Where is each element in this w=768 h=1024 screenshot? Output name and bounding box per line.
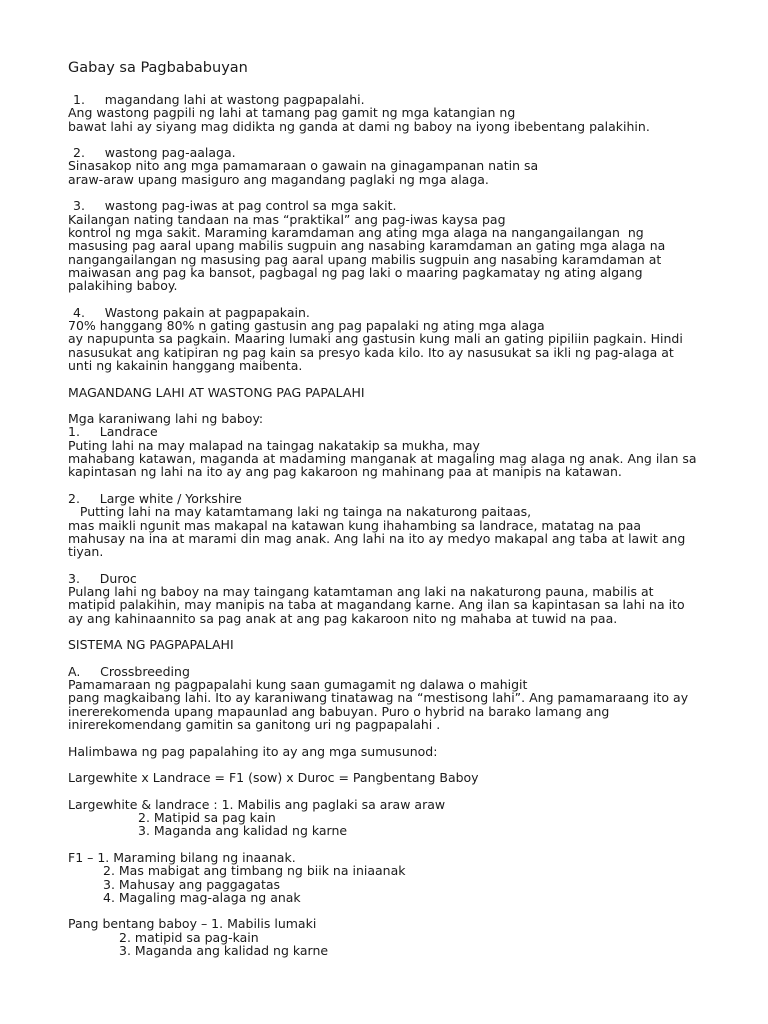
paragraph-line: tiyan. <box>68 544 104 560</box>
paragraph-line: ay napupunta sa pagkain. Maaring lumaki ang gastusin kung mali an gating pipiliin pagkain. Hindi <box>68 331 683 347</box>
blank-line <box>68 731 728 744</box>
paragraph-line: mahabang katawan, maganda at madaming manganak at magaling mag alaga ng anak. Ang ilan sa <box>68 451 697 467</box>
blank-line <box>68 904 728 917</box>
paragraph-line: masusing pag aaral upang mabilis sugpuin ang nasabing karamdaman an gating mga alaga na <box>68 238 666 254</box>
list-item: F1 – 1. Maraming bilang ng inaanak. <box>68 849 296 865</box>
paragraph-line: palakihing baboy. <box>68 278 178 294</box>
list-item: 2. Matipid sa pag kain <box>138 810 276 826</box>
paragraph-line: unti ng kakainin hanggang maibenta. <box>68 357 303 373</box>
section-heading: SISTEMA NG PAGPAPALAHI <box>68 637 234 653</box>
blank-line <box>68 784 728 797</box>
section-heading: 4. Wastong pakain at pagpapakain. <box>73 304 310 320</box>
paragraph-line: Pulang lahi ng baboy na may taingang katamtaman ang laki na nakaturong pauna, mabilis at <box>68 583 654 599</box>
blank-line <box>68 558 728 571</box>
list-item: 2. matipid sa pag-kain <box>119 929 259 945</box>
blank-line <box>68 651 728 664</box>
blank-line <box>68 625 728 638</box>
list-item: A. Crossbreeding <box>68 663 190 679</box>
section-heading: 3. wastong pag-iwas at pag control sa mga sakit. <box>73 198 397 214</box>
blank-line <box>68 186 728 199</box>
blank-line <box>68 838 728 851</box>
list-item: Pang bentang baboy – 1. Mabilis lumaki <box>68 916 317 932</box>
section-heading: 1. magandang lahi at wastong pagpapalahi. <box>73 92 365 107</box>
blank-line <box>68 372 728 385</box>
list-item: 1. Landrace <box>68 424 158 440</box>
list-item: 3. Maganda ang kalidad ng karne <box>119 943 329 958</box>
list-item: 3. Maganda ang kalidad ng karne <box>138 823 348 839</box>
paragraph-line: Sinasakop nito ang mga pamamaraan o gawain na ginagampanan natin sa <box>68 158 539 174</box>
section-heading: 2. wastong pag-aalaga. <box>73 145 236 161</box>
paragraph-line: 70% hanggang 80% n gating gastusin ang pag papalaki ng ating mga alaga <box>68 318 545 334</box>
paragraph-line: nasusukat ang katipiran ng pag kain sa presyo kada kilo. Ito ay nasusukat sa ikli ng pag-alaga at <box>68 344 674 360</box>
formula-line: Largewhite x Landrace = F1 (sow) x Duroc = Pangbentang Baboy <box>68 770 479 786</box>
blank-line <box>68 399 728 412</box>
paragraph-line: inererekomenda upang mapaunlad ang babuyan. Puro o hybrid na barako lamang ang <box>68 703 610 719</box>
paragraph-line: Putting lahi na may katamtamang laki ng tainga na nakaturong paitaas, <box>68 504 532 520</box>
blank-line <box>68 292 728 305</box>
blank-line <box>68 479 728 492</box>
paragraph-line: inirerekomendang gamitin sa ganitong uri ng pagpapalahi . <box>68 716 441 732</box>
paragraph-line: mahusay na ina at marami din mag anak. Ang lahi na ito ay medyo makapal ang taba at lawit ang <box>68 530 686 546</box>
paragraph-line: maiwasan ang pag ka bansot, pagbagal ng pag laki o maaring pagkamatay ng ating algang <box>68 264 643 280</box>
paragraph-line: Kailangan nating tandaan na mas “praktikal” ang pag-iwas kaysa pag <box>68 211 506 227</box>
paragraph-line: Ang wastong pagpili ng lahi at tamang pag gamit ng mga katangian ng <box>68 105 516 121</box>
paragraph-line: mas maikli ngunit mas makapal na katawan kung ihahambing sa landrace, matatag na paa <box>68 517 642 533</box>
paragraph-line: pang magkaibang lahi. Ito ay karaniwang tinatawag na “mestisong lahi”. Ang pamamaraang ito ay <box>68 690 689 706</box>
paragraph-line: matipid palakihin, may manipis na taba at magandang karne. Ang ilan sa kapintasan sa lahi na ito <box>68 597 685 613</box>
list-item: 4. Magaling mag-alaga ng anak <box>103 889 301 905</box>
page-title: Gabay sa Pagbababuyan <box>68 60 248 76</box>
blank-line <box>68 133 728 146</box>
paragraph-line: kapintasan ng lahi na ito ay ang pag kakaroon ng mahinang paa at manipis na katawan. <box>68 464 622 480</box>
paragraph-line: Pamamaraan ng pagpapalahi kung saan gumagamit ng dalawa o mahigit <box>68 677 528 693</box>
paragraph-line: bawat lahi ay siyang mag didikta ng ganda at dami ng baboy na iyong ibebentang palakihin. <box>68 118 650 134</box>
list-item: 3. Mahusay ang paggagatas <box>103 876 281 892</box>
list-item: 2. Large white / Yorkshire <box>68 490 242 506</box>
paragraph-line: Halimbawa ng pag papalahing ito ay ang mga sumusunod: <box>68 743 438 759</box>
paragraph-line: Mga karaniwang lahi ng baboy: <box>68 411 264 427</box>
list-item: 3. Duroc <box>68 570 137 586</box>
paragraph-line: kontrol ng mga sakit. Maraming karamdaman ang ating mga alaga na nangangailangan ng <box>68 224 644 240</box>
blank-line <box>68 758 728 771</box>
document-body <box>68 93 728 957</box>
list-item: 2. Mas mabigat ang timbang ng biik na iniaanak <box>103 863 406 879</box>
paragraph-line: Puting lahi na may malapad na taingag nakatakip sa mukha, may <box>68 437 480 453</box>
list-item: Largewhite & landrace : 1. Mabilis ang paglaki sa araw araw <box>68 796 446 812</box>
paragraph-line: nangangailangan ng masusing pag aaral upang mabilis sugpuin ang nasabing karamdaman at <box>68 251 662 267</box>
paragraph-line: ay ang kahinaannito sa pag anak at ang pag kakaroon nito ng mahaba at tuwid na paa. <box>68 610 618 626</box>
section-heading: MAGANDANG LAHI AT WASTONG PAG PAPALAHI <box>68 384 365 400</box>
paragraph-line: araw-araw upang masiguro ang magandang paglaki ng mga alaga. <box>68 171 489 187</box>
